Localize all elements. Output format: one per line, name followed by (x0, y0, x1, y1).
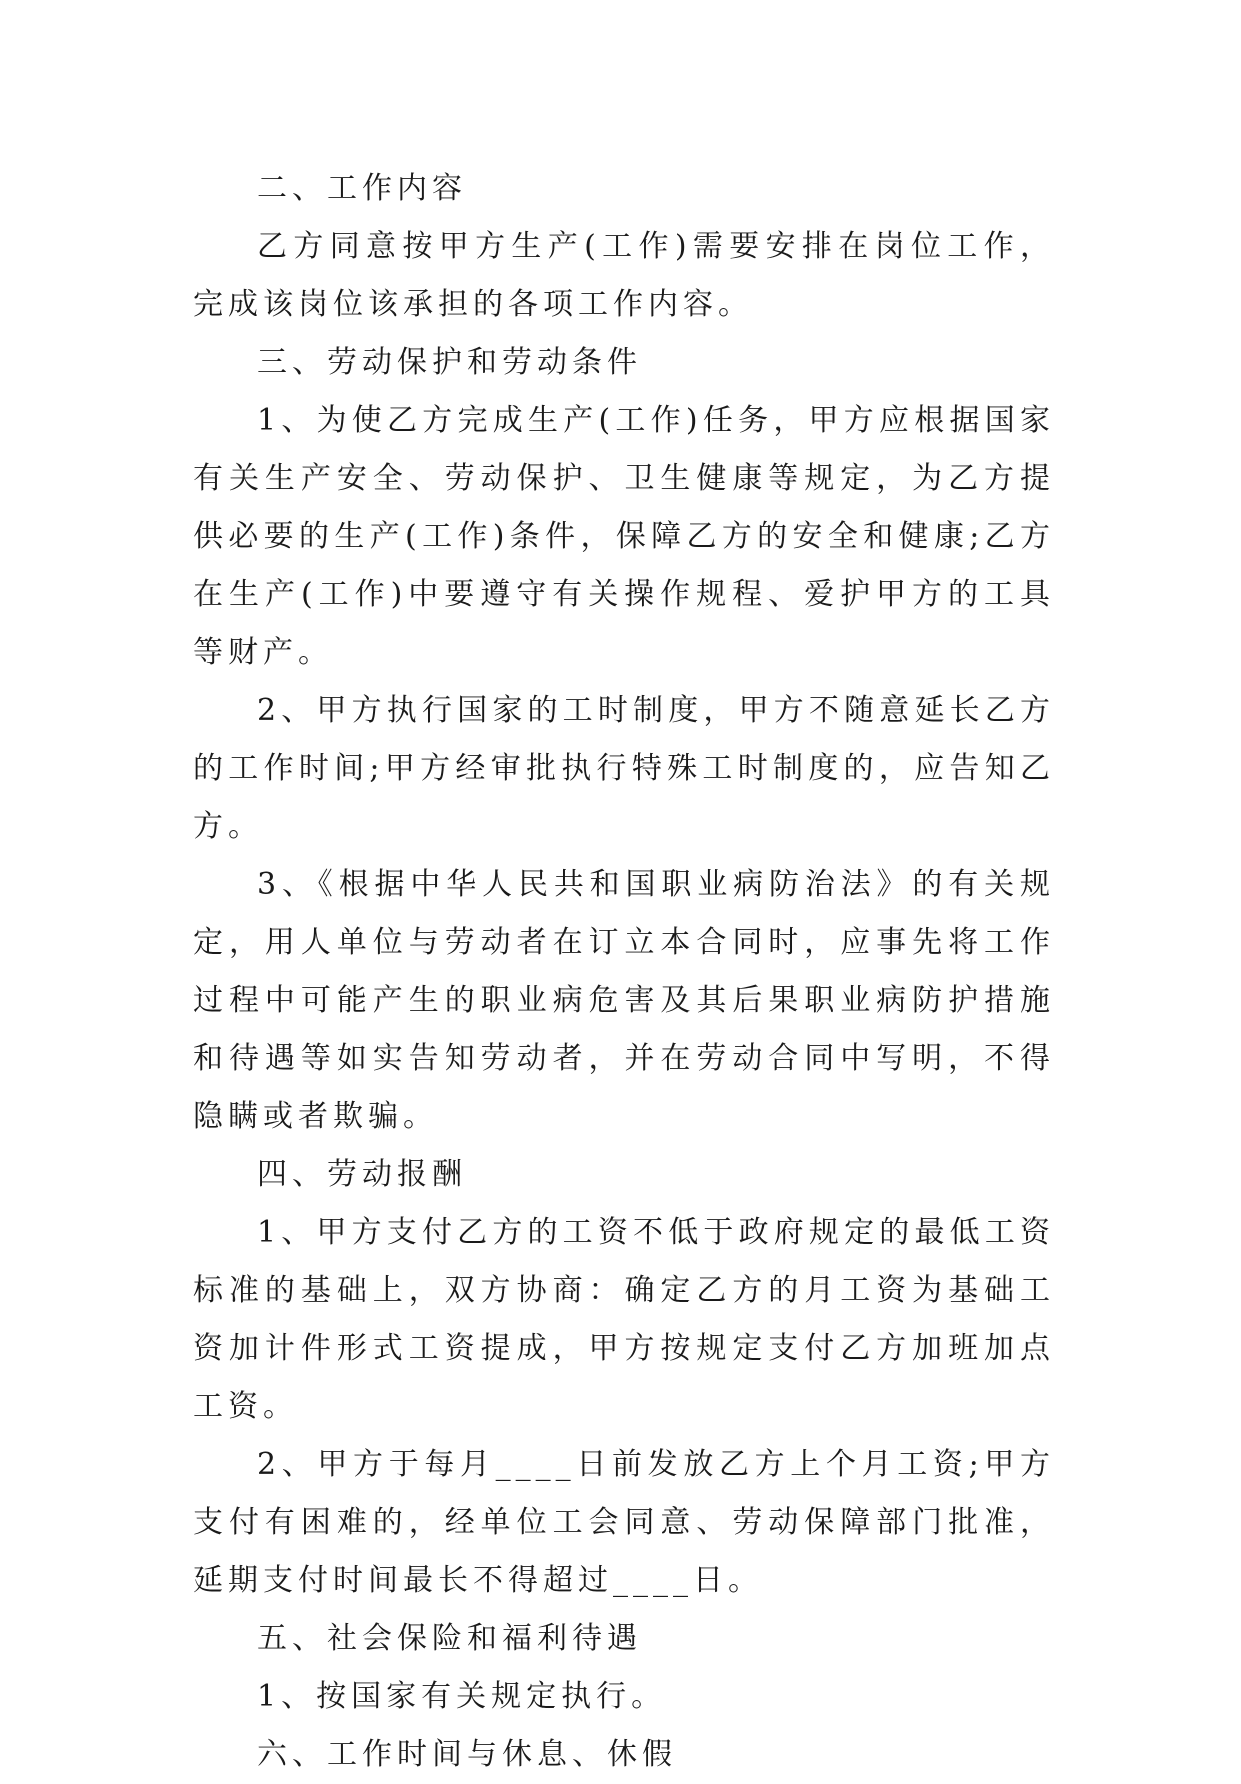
paragraph-labor-protection-1: 1、为使乙方完成生产(工作)任务，甲方应根据国家有关生产安全、劳动保护、卫生健康等规定，为乙方提供必要的生产(工作)条件，保障乙方的安全和健康;乙方在生产(工作)中要遵守有关操作规程、爱护甲方的工具等财产。 (193, 403, 1055, 670)
paragraph-remuneration-2: 2、甲方于每月____日前发放乙方上个月工资;甲方支付有困难的，经单位工会同意、劳动保障部门批准，延期支付时间最长不得超过____日。 (193, 1447, 1055, 1598)
section-heading-social-insurance: 五、社会保险和福利待遇 (257, 1621, 642, 1656)
paragraph-work-content: 乙方同意按甲方生产(工作)需要安排在岗位工作，完成该岗位该承担的各项工作内容。 (193, 229, 1055, 322)
section-heading-remuneration: 四、劳动报酬 (257, 1157, 467, 1192)
section-heading-working-hours: 六、工作时间与休息、休假 (257, 1737, 677, 1772)
paragraph-social-insurance-1: 1、按国家有关规定执行。 (257, 1679, 667, 1714)
section-heading-work-content: 二、工作内容 (257, 171, 467, 206)
paragraph-labor-protection-3: 3、《根据中华人民共和国职业病防治法》的有关规定，用人单位与劳动者在订立本合同时，应事先将工作过程中可能产生的职业病危害及其后果职业病防护措施和待遇等如实告知劳动者，并在劳动合同中写明，不得隐瞒或者欺骗。 (193, 867, 1055, 1134)
paragraph-labor-protection-2: 2、甲方执行国家的工时制度，甲方不随意延长乙方的工作时间;甲方经审批执行特殊工时制度的，应告知乙方。 (193, 693, 1055, 844)
section-heading-labor-protection: 三、劳动保护和劳动条件 (257, 345, 642, 380)
document-body (193, 160, 1055, 1784)
paragraph-remuneration-1: 1、甲方支付乙方的工资不低于政府规定的最低工资标准的基础上，双方协商：确定乙方的月工资为基础工资加计件形式工资提成，甲方按规定支付乙方加班加点工资。 (193, 1215, 1055, 1424)
